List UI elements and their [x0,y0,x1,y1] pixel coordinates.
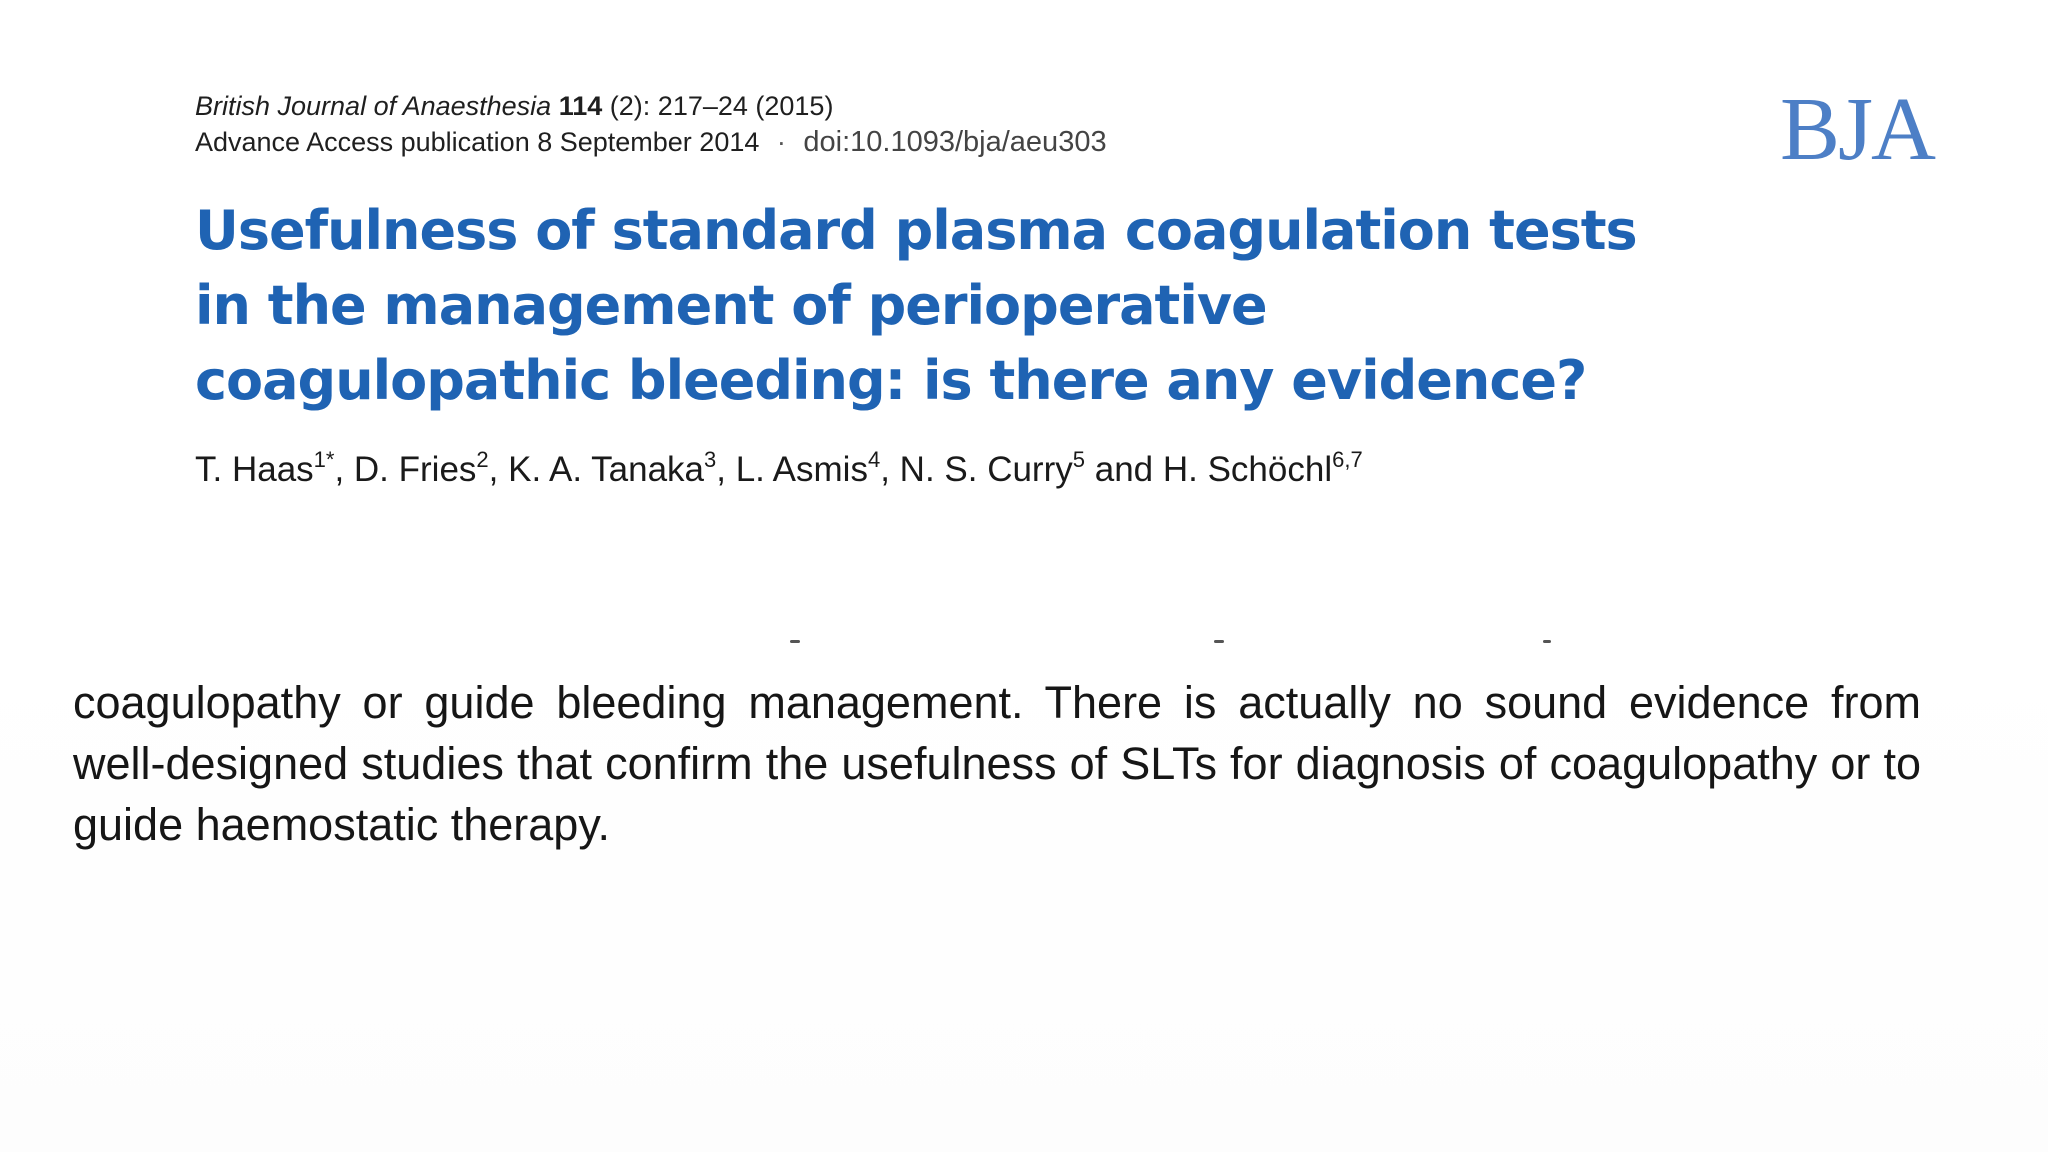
author-separator: , [716,450,736,489]
author-name: N. S. Curry [899,450,1073,489]
author-affiliation-marker: 6,7 [1332,447,1363,472]
bja-logo: BJA [1780,80,1935,179]
doi-link[interactable]: doi:10.1093/bja/aeu303 [803,126,1107,158]
author-separator: , [334,450,354,489]
excerpt-paragraph: coagulopathy or guide bleeding management. There is actually no sound evidence from well-designed studies that confirm the usefulness of SLTs for diagnosis of coagulopathy or to guide haemostatic therapy. [73,677,1921,850]
author-affiliation-marker: 4 [867,447,881,472]
citation-line [195,88,1107,124]
citation-block [195,88,1107,160]
author-name: D. Fries [353,450,477,489]
issue-pages-year: (2): 217–24 (2015) [609,91,834,121]
author-separator: , [488,450,509,489]
author-separator: and [1085,450,1163,489]
separator-dot: · [776,127,786,157]
advance-access-text: Advance Access publication 8 September 2014 [195,127,760,157]
author-name: T. Haas [195,450,314,489]
glyph-fragment [1214,640,1224,643]
glyph-fragment [790,640,800,643]
author-list [195,446,1363,494]
author-name: H. Schöchl [1162,450,1333,489]
author-separator: , [880,450,900,489]
volume-number: 114 [558,91,603,121]
author-affiliation-marker: 1* [313,447,335,472]
advance-access-line [195,124,1107,160]
author-affiliation-marker: 2 [476,447,489,472]
author-affiliation-marker: 5 [1072,447,1085,472]
journal-name: British Journal of Anaesthesia [195,91,552,121]
author-name: K. A. Tanaka [508,450,704,489]
clipped-text-remnant [0,640,2048,650]
author-affiliation-marker: 3 [704,447,717,472]
article-title: Usefulness of standard plasma coagulation tests in the management of perioperative coagulopathic bleeding: is there any evidence? [195,199,1637,412]
author-name: L. Asmis [735,450,868,489]
glyph-fragment [1543,640,1551,643]
